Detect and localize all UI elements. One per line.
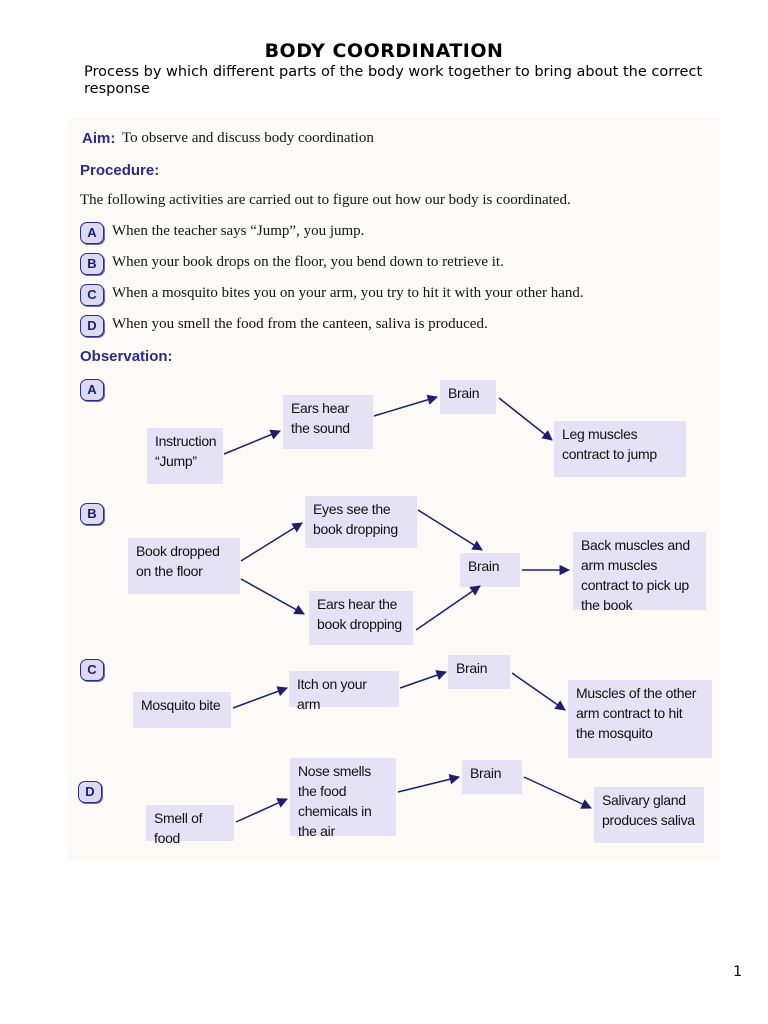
observation-badge-c: C (80, 659, 104, 681)
procedure-item-a: When the teacher says “Jump”, you jump. (112, 223, 365, 239)
flow-b-stimulus-box: Book dropped on the floor (128, 538, 240, 594)
flow-c-brain-box: Brain (448, 655, 510, 689)
flow-a-brain-box: Brain (440, 380, 496, 414)
flow-d-brain-box: Brain (462, 760, 522, 794)
flow-b-receptor1-box: Eyes see the book dropping (305, 496, 417, 548)
procedure-item-b: When your book drops on the floor, you bend down to retrieve it. (112, 254, 504, 270)
observation-label: Observation: (80, 348, 173, 365)
flow-b-effector-box: Back muscles and arm muscles contract to pick up the book (573, 532, 706, 610)
observation-badge-a: A (80, 379, 104, 401)
flow-b-brain-box: Brain (460, 553, 520, 587)
procedure-label: Procedure: (80, 162, 160, 179)
flow-a-effector-box: Leg muscles contract to jump (554, 421, 686, 477)
aim-text: To observe and discuss body coordination (122, 130, 374, 146)
flow-b-receptor2-box: Ears hear the book dropping (309, 591, 413, 645)
flow-d-effector-box: Salivary gland produces saliva (594, 787, 704, 843)
procedure-badge-c: C (80, 284, 104, 306)
page-title: BODY COORDINATION (264, 40, 504, 62)
procedure-badge-a: A (80, 222, 104, 244)
flow-c-receptor-box: Itch on your arm (289, 671, 399, 707)
flow-a-receptor-box: Ears hear the sound (283, 395, 373, 449)
procedure-badge-d: D (80, 315, 104, 337)
procedure-intro: The following activities are carried out to figure out how our body is coordinated. (80, 192, 571, 208)
page-subtitle: Process by which different parts of the body work together to bring about the correct response (84, 64, 703, 97)
flow-d-receptor-box: Nose smells the food chemicals in the air (290, 758, 396, 836)
observation-badge-d: D (78, 781, 102, 803)
flow-d-stimulus-box: Smell of food (146, 805, 234, 841)
flow-c-effector-box: Muscles of the other arm contract to hit the mosquito (568, 680, 712, 758)
procedure-item-d: When you smell the food from the canteen, saliva is produced. (112, 316, 488, 332)
page-number: 1 (733, 964, 742, 980)
flow-c-stimulus-box: Mosquito bite (133, 692, 231, 728)
observation-badge-b: B (80, 503, 104, 525)
aim-label: Aim: (82, 130, 116, 147)
flow-a-stimulus-box: Instruction “Jump” (147, 428, 223, 484)
procedure-badge-b: B (80, 253, 104, 275)
procedure-item-c: When a mosquito bites you on your arm, you try to hit it with your other hand. (112, 285, 584, 301)
